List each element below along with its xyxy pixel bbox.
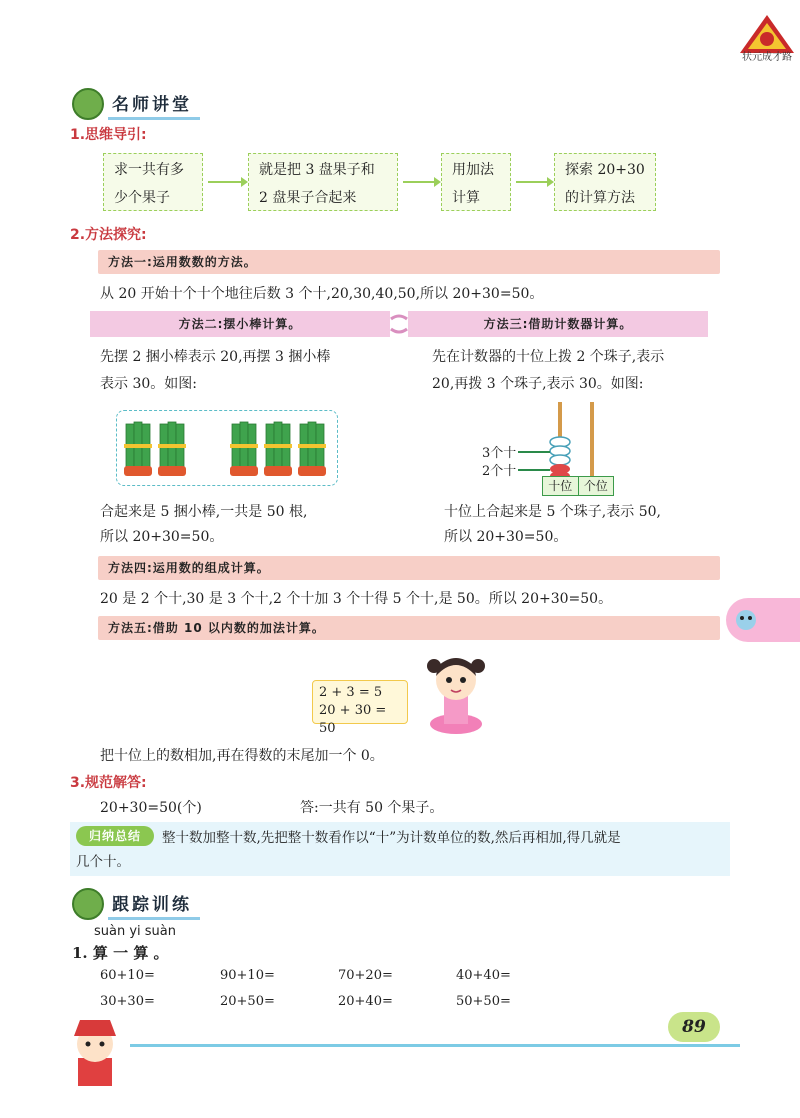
ones-label: 个位 (583, 479, 608, 493)
dragon-icon (732, 604, 760, 636)
section-header-practice (72, 888, 200, 920)
method3-result1: 十位上合起来是 5 个珠子,表示 50, (444, 504, 661, 520)
flow-box-3 (441, 153, 511, 211)
exercise-item: 60+10= (100, 968, 155, 983)
exercise-pinyin: suàn yi suàn (94, 924, 177, 939)
method2-result2: 所以 20+30=50。 (100, 529, 224, 545)
flow-box-line: 用加法 (452, 162, 494, 178)
answer-statement: 答:一共有 50 个果子。 (300, 800, 444, 816)
tens-label: 十位 (543, 477, 579, 495)
flow-box-line: 求一共有多 (114, 162, 184, 178)
arrow-icon (516, 181, 548, 183)
practice-icon (72, 888, 104, 920)
method3-line2: 20,再拨 3 个珠子,表示 30。如图: (432, 376, 644, 392)
exercise-item: 20+40= (338, 994, 393, 1009)
method5-title: 方法五:借助 10 以内数的加法计算。 (98, 616, 720, 640)
exercise-item: 50+50= (456, 994, 511, 1009)
exercise-item: 20+50= (220, 994, 275, 1009)
logo-text: 状元成才路 (742, 52, 792, 63)
method1-title: 方法一:运用数数的方法。 (98, 250, 720, 274)
label-two-tens: 2个十 (482, 464, 517, 479)
header-title: 跟踪训练 (108, 888, 200, 920)
method5-text: 把十位上的数相加,再在得数的末尾加一个 0。 (100, 748, 384, 764)
footer-line (130, 1044, 740, 1047)
method3-line1: 先在计数器的十位上拨 2 个珠子,表示 (432, 349, 665, 365)
link-icon (388, 311, 410, 337)
teacher-icon (72, 88, 104, 120)
exercise-item: 70+20= (338, 968, 393, 983)
label-three-tens: 3个十 (482, 446, 517, 461)
answer-equation: 20+30=50(个) (100, 800, 202, 816)
exercise-title: 1. 算 一 算 。 (72, 944, 169, 962)
method2-line1: 先摆 2 捆小棒表示 20,再摆 3 捆小棒 (100, 349, 331, 365)
pointer-line (518, 451, 550, 453)
abacus-base (542, 476, 614, 496)
flow-box-2 (248, 153, 398, 211)
flow-box-line: 就是把 3 盘果子和 (259, 162, 375, 178)
flow-box-1 (103, 153, 203, 211)
section-title-methods: 2.方法探究: (70, 227, 147, 243)
method3-title: 方法三:借助计数器计算。 (408, 311, 708, 337)
flow-box-line: 少个果子 (114, 190, 170, 206)
header-title: 名师讲堂 (108, 88, 200, 120)
page-number: 89 (668, 1012, 720, 1042)
pointer-line (518, 469, 550, 471)
section-title-answer: 3.规范解答: (70, 775, 147, 791)
flow-box-line: 2 盘果子合起来 (259, 190, 357, 206)
method4-text: 20 是 2 个十,30 是 3 个十,2 个十加 3 个十得 5 个十,是 50。所以 20+30=50。 (100, 591, 613, 607)
section-title-guide: 1.思维导引: (70, 127, 147, 143)
girl-illustration (416, 650, 496, 736)
flow-box-4 (554, 153, 656, 211)
exercise-item: 30+30= (100, 994, 155, 1009)
method2-title: 方法二:摆小棒计算。 (90, 311, 390, 337)
summary-line1: 整十数加整十数,先把整十数看作以“十”为计数单位的数,然后再相加,得几就是 (162, 830, 621, 846)
method2-line2: 表示 30。如图: (100, 376, 197, 392)
method4-title: 方法四:运用数的组成计算。 (98, 556, 720, 580)
mascot-icon (60, 1010, 130, 1090)
bubble-line: 20 + 30 = 50 (319, 703, 387, 736)
method2-result1: 合起来是 5 捆小棒,一共是 50 根, (100, 504, 308, 520)
exercise-item: 90+10= (220, 968, 275, 983)
flow-box-line: 的计算方法 (565, 190, 635, 206)
exercise-item: 40+40= (456, 968, 511, 983)
arrow-icon (208, 181, 242, 183)
flow-box-line: 探索 20+30 (565, 162, 645, 178)
bubble-line: 2 + 3 = 5 (319, 685, 383, 700)
summary-line2: 几个十。 (76, 854, 130, 870)
summary-badge: 归纳总结 (76, 826, 154, 846)
flow-box-line: 计算 (452, 190, 480, 206)
method3-result2: 所以 20+30=50。 (444, 529, 568, 545)
arrow-icon (403, 181, 435, 183)
stick-bundles-image (120, 418, 336, 480)
speech-bubble (312, 680, 408, 736)
section-header-lecture (72, 88, 200, 120)
method1-text: 从 20 开始十个十个地往后数 3 个十,20,30,40,50,所以 20+30=50。 (100, 286, 544, 302)
